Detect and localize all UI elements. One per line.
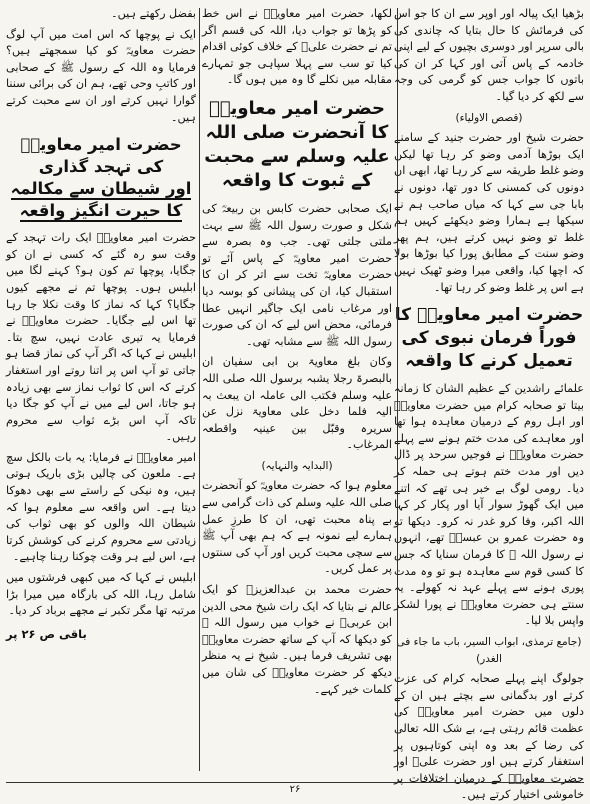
column-left [6,6,196,773]
article-heading [6,134,196,222]
column-divider [199,8,200,771]
paragraph: لکھا، حضرت امیر معاویہؓ نے اس خط کو پڑھا تو جواب دیا، اللہ کی قسم اگر تم نے حضرت علیؓ کے خلاف کوئی اقدام کیا تو سب سے پہلا سپاہی جو تمہارے مقابلہ میں نکلے گا وہ میں ہوں گا۔ [202,7,392,87]
paragraph: بڑھیا ایک پیالہ اور اوپر سے ان کا جو اس کی فرمائش کا حال بتایا کہ چاندی کی بالی سرپر اور دوسری بچیوں کے لیے اپنی خادمہ کے پاس آتی اور کہا کر ان کی باتوں کا جواب جس کو گرمی کی وجہ سے لکھ کر دیا گیا۔ [394,7,584,103]
paragraph: حضرت امیر معاویہؓ ایک رات تہجد کے وقت سو رہ گئے کہ کسی نے ان کو جگایا، پوچھا تم کون ہو؟ کہنے لگا میں ابلیس ہوں۔ پوچھا تم نے مجھے کیوں جگایا؟ کہا کہ نماز کا وقت نکلا جا رہا تھا اس لیے جگایا۔ حضرت معاویہؓ نے فرمایا یہ تیری عادت نہیں، سچ بتا۔ ابلیس نے کہا کہ اگر آپ کی نماز قضا ہو جاتی تو آپ اس پر اتنا روتے اور استغفار کرتے کہ اس کا ثواب نماز سے بھی زیادہ ہو جاتا، اس لیے میں نے آپ کو جگا دیا تاکہ آپ اس بڑے ثواب سے محروم رہیں۔ [6,231,196,444]
paragraph: حضرت محمد بن عبدالعزیزؒ کو ایک عالم نے بتایا کہ ایک رات شیخ محی الدین ابن عربیؒ نے خواب میں رسول اللہ ﷺ کو دیکھا کہ آپ کے ساتھ حضرت معاویہؓ بھی تشریف فرما ہیں۔ شیخ نے یہ منظر دیکھ کر حضرت معاویہؓ کی شان میں کلمات خیر کہے۔ [202,583,392,696]
footer-rule [6,782,584,783]
continued-note: باقی ص ۲۶ پر [6,626,87,641]
paragraph: معلوم ہوا کہ حضرت معاویہؓ کو آنحضرت صلی اللہ علیہ وسلم کی ذات گرامی سے بے پناہ محبت تھی، ان کا طرزِ عمل ہمارے لیے نمونہ ہے کہ ہم بھی آپ ﷺ سے سچی محبت کریں اور آپ کی سنتوں پر عمل کریں۔ [202,479,392,576]
reference: (البدایہ والنہایہ) [261,459,333,472]
paragraph: بفضل رکھتے ہیں۔ [111,7,196,20]
column-right [394,6,584,802]
column-middle [202,6,392,773]
paragraph: حضرت شیخ اور حضرت جنید کے سامنے ایک بوڑھا آدمی وضو کر رہا تھا لیکن وضو غلط طریقہ سے کر رہا تھا، ابھی ان دونوں کی کمسنی کا دور تھا، دونوں نے بابا جی سے کہا کہ میاں صاحب ہم نے سیکھا ہے ہمارا وضو دیکھئے کہیں ہم غلط تو وضو نہیں کرتے ہیں، ہم پھر وضو سنت کے مطابق پورا کیا بوڑھا بولا کہ اچھا کیا، واقعی میرا وضو ٹھیک نہیں ہے اس پر غلط وضو کر رہا تھا۔ [394,131,584,294]
paragraph: ایک نے پوچھا کہ اس امت میں آپ لوگ حضرت معاویہؓ کو کیا سمجھتے ہیں؟ فرمایا وہ اللہ کے رسول ﷺ کے صحابی اور کاتبِ وحی تھے، ہم ان کی برائی سننا گوارا نہیں کرتے اور ان سے محبت کرتے ہیں۔ [6,27,196,124]
paragraph: ایک صحابی حضرت کابس بن ربیعہؓ کی شکل و صورت رسول اللہ ﷺ سے بہت ملتی جلتی تھی۔ جب وہ بصرہ سے حضرت امیر معاویہؓ کے پاس آئے تو حضرت معاویہؓ تخت سے اتر کر ان کا استقبال کیا، ان کی پیشانی کو بوسہ دیا اور مرغاب نامی ایک جاگیر انہیں عطا فرمائی، محض اس لیے کہ ان کی صورت رسول اللہ ﷺ سے مشابہ تھی۔ [202,201,392,348]
heading-line: اور شیطان سے مکالمہ کا حیرت انگیز واقعہ [10,179,192,221]
paragraph: ابلیس نے کہا کہ میں کبھی فرشتوں میں شامل رہا، اللہ کی بارگاہ میں میرا بڑا مرتبہ تھا مگر تکبر نے مجھے برباد کر دیا۔ [6,571,196,618]
article-heading: حضرت امیر معاویہؓ کا آنحضرت صلی اللہ علیہ وسلم سے محبت کے ثبوت کا واقعہ [204,97,390,191]
column-divider [397,8,398,771]
paragraph: علمائے راشدین کے عظیم الشان کا زمانہ بیتا تو صحابہ کرام میں حضرت معاویہؓ اور اہل روم کے درمیان معاہدہ ہوا تھا اور معاہدے کی مدت ختم ہونے سے پہلے حضرت معاویہؓ نے فوجیں سرحد پر ڈال دیں اور مدت ختم ہوتے ہی حملہ کر دیا۔ رومی لوگ بے خبر ہی تھے کہ اتنے میں ایک گھوڑ سوار آیا اور پکار کر کہا اللہ اکبر، وفا کرو غدر نہ کرو۔ دیکھا تو وہ حضرت عمرو بن عبسہؓ تھے، انہوں نے رسول اللہ ﷺ کا فرمان سنایا کہ جس کا کسی قوم سے معاہدہ ہو تو وہ مدت پوری ہونے سے پہلے عہد نہ کھولے۔ یہ سنتے ہی حضرت معاویہؓ نے پورا لشکر واپس بلا لیا۔ [394,382,584,628]
reference: (قصص الاولیاء) [455,111,523,124]
arabic-quote: وکان بلغ معاویۃ بن ابی سفیان ان بالبصرۃ رجلا یشبہ برسول اللہ صلی اللہ علیہ وسلم فکتب الی عاملہ ان یبعث بہ الیہ فلما دخل علی معاویۃ نزل عن سریرہ وقبّل بین عینیہ واقطعہ المرغاب۔ [202,355,392,452]
paragraph: جولوگ اپنے پہلے صحابہ کرام کی عزت کرتے اور بدگمانی سے بچتے ہیں ان کے دلوں میں حضرت امیر معاویہؓ کی عظمت قائم رہتی ہے، بے شک اللہ تعالیٰ کی رضا کے بعد وہ اپنی کوتاہیوں پر استغفار کرتے ہیں اور حضرت علیؓ اور حضرت معاویہؓ کے درمیان اختلافات پر خاموشی اختیار کرتے ہیں۔ [394,672,584,802]
page-number: ۲۶ [289,784,301,795]
paragraph: امیر معاویہؓ نے فرمایا: یہ بات بالکل سچ ہے۔ ملعون کی چالیں بڑی باریک ہوتی ہیں، وہ نیکی کے راستے سے بھی دھوکا دیتا ہے۔ اس واقعہ سے معلوم ہوا کہ شیطان اللہ والوں کو بھی ثواب کی زیادتی سے محروم کرنے کی کوشش کرتا ہے، اس لیے ہر وقت چوکنا رہنا چاہیے۔ [6,450,196,564]
article-heading: حضرت امیر معاویہؓ کا فوراً فرمان نبوی کی تعمیل کرنے کا واقعہ [394,305,584,372]
reference: (جامع ترمذی، ابواب السیر، باب ما جاء فی الغدر) [396,636,582,665]
heading-line: حضرت امیر معاویہؓ کی تہجد گذاری [20,135,182,177]
